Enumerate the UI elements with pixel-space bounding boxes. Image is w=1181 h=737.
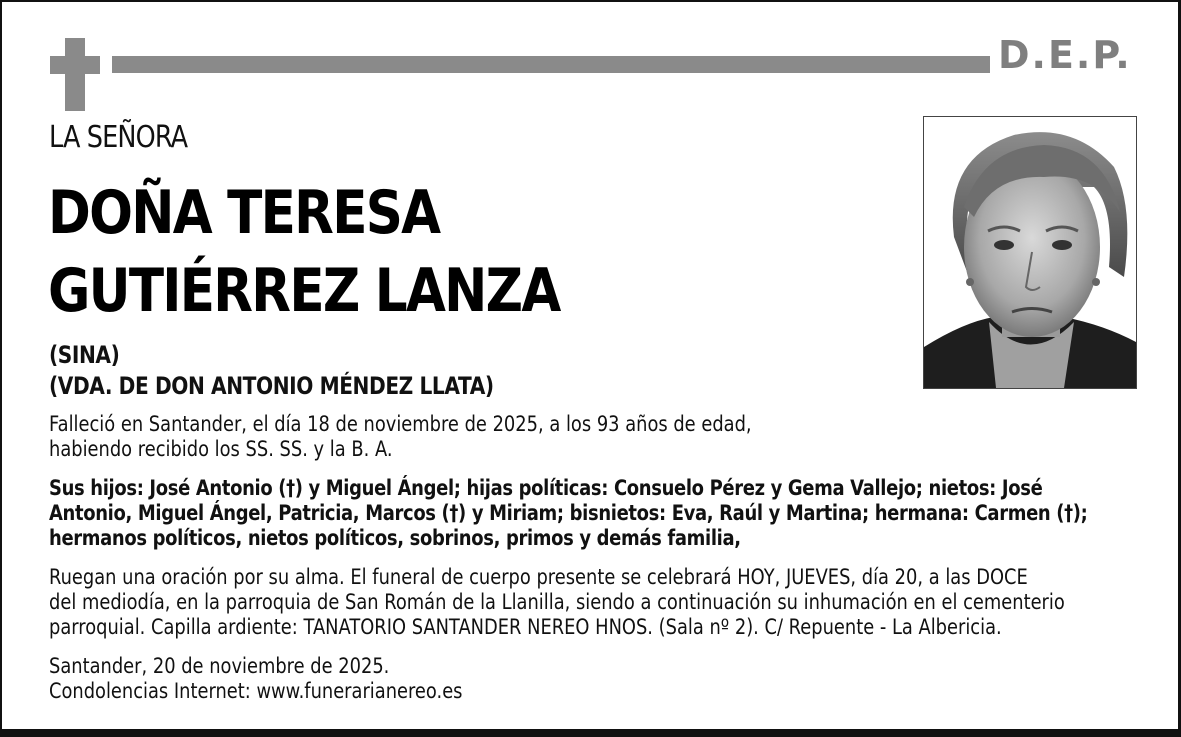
nickname: (SINA) bbox=[49, 341, 120, 369]
header-rule bbox=[112, 56, 990, 73]
death-notice-line: habiendo recibido los SS. SS. y la B. A. bbox=[49, 437, 393, 461]
deceased-name bbox=[48, 174, 560, 330]
family-line: hermanos políticos, nietos políticos, sobrinos, primos y demás familia, bbox=[49, 526, 741, 550]
honorific: LA SEÑORA bbox=[49, 120, 188, 155]
name-line-2: GUTIÉRREZ LANZA bbox=[48, 256, 560, 326]
death-notice bbox=[49, 412, 752, 462]
funeral-details bbox=[49, 565, 1065, 640]
funeral-line: del mediodía, en la parroquia de San Román de la Llanilla, siendo a continuación su inhumación en el cementerio bbox=[49, 590, 1065, 614]
cross-icon bbox=[65, 38, 85, 111]
family-line: Sus hijos: José Antonio (†) y Miguel Ángel; hijas políticas: Consuelo Pérez y Gema Vallejo; nietos: José bbox=[49, 476, 1043, 500]
place-date: Santander, 20 de noviembre de 2025. bbox=[49, 654, 390, 678]
portrait-photo bbox=[923, 116, 1137, 389]
family-members bbox=[49, 476, 1087, 551]
portrait-image-icon bbox=[924, 117, 1136, 388]
funeral-line: Ruegan una oración por su alma. El funeral de cuerpo presente se celebrará HOY, JUEVES, día 20, a las DOCE bbox=[49, 565, 1028, 589]
name-line-1: DOÑA TERESA bbox=[48, 178, 440, 248]
condolences-link: Condolencias Internet: www.funerarianereo.es bbox=[49, 679, 463, 703]
family-line: Antonio, Miguel Ángel, Patricia, Marcos (†) y Miriam; bisnietos: Eva, Raúl y Martina; hermana: Carmen (†); bbox=[49, 501, 1088, 525]
widow-of: (VDA. DE DON ANTONIO MÉNDEZ LLATA) bbox=[49, 372, 494, 400]
dep-label: D.E.P. bbox=[998, 33, 1132, 77]
cross-icon-arm bbox=[50, 56, 100, 74]
closing-block bbox=[49, 654, 462, 704]
funeral-line: parroquial. Capilla ardiente: TANATORIO SANTANDER NEREO HNOS. (Sala nº 2). C/ Repuente - La Albericia. bbox=[49, 615, 1002, 639]
alias-block bbox=[49, 340, 494, 402]
death-notice-line: Falleció en Santander, el día 18 de noviembre de 2025, a los 93 años de edad, bbox=[49, 412, 752, 436]
